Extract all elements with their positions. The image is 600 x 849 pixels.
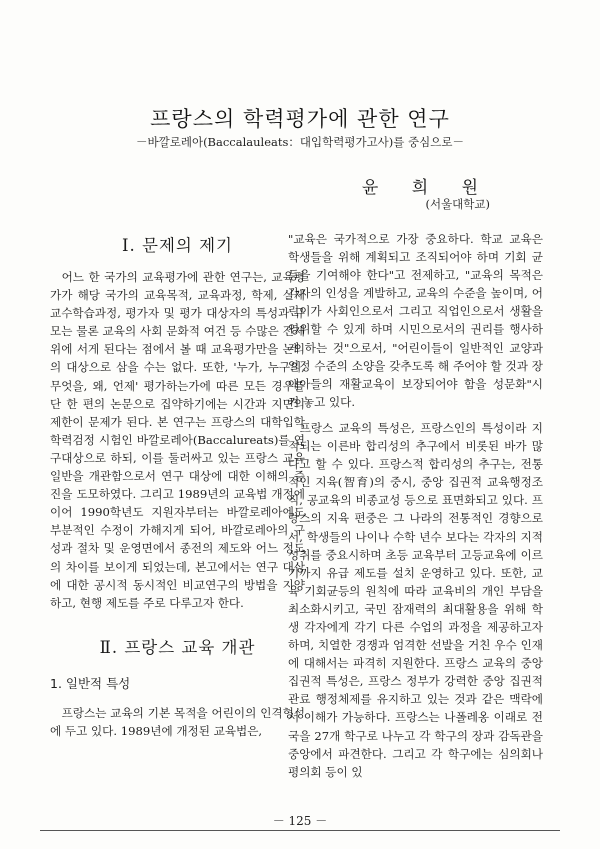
left-column: [50, 230, 305, 740]
right-paragraph-1: "교육은 국가적으로 가장 중요하다. 학교 교육은 학생들을 위해 계획되고 조직되어야 하며 기회 균등을 기여해야 한다"고 전제하고, "교육의 목적은 각자의 인성을 계발하고, 교육의 수준을 높이며, 어린이가 사회인으로서 그리고 직업인으로서 생활을 영위할 수 있게 하며 시민으로서의 권리를 행사하게 하는 것"으로서, "어린이들이 일반적인 교양과 일정 수준의 소양을 갖추도록 해 주어야 할 것과 장애아들의 재활교육이 보장되어야 함을 성문화"시켜 놓고 있다.: [288, 232, 543, 409]
right-paragraph-2: 프랑스 교육의 특성은, 프랑스인의 특성이라 지적되는 이른바 합리성의 추구에서 비롯된 바가 많다고 할 수 있다. 프랑스적 합리성의 추구는, 전통적인 지육(智育)의 중시, 중앙 집권적 교육행정조직, 공교육의 비종교성 등으로 표면화되고 있다. 프랑스의 지육 편중은 그 나라의 전통적인 경향으로서, 학생들의 나이나 수학 년수 보다는 각자의 지적 성취를 중요시하며 초등 교육부터 고등교육에 이르기까지 유급 제도를 설치 운영하고 있다. 또한, 교육 기회균등의 원칙에 따라 교육비의 개인 부담을 최소화시키고, 국민 잠재력의 최대활용을 위해 학생 각자에게 각기 다른 수업의 과정을 제공하고자 하며, 치열한 경쟁과 엄격한 선발을 거친 우수 인재에 대해서는 파격히 지원한다. 프랑스 교육의 중앙집권적 특성은, 프랑스 정부가 강력한 중앙 집권적 관료 행정체제를 유지하고 있는 것과 같은 맥락에서 이해가 가능하다. 프랑스는 나폴레옹 이래로 전국을 27개 학구로 나누고 각 학구의 장과 감독관을 중앙에서 파견한다. 그리고 각 학구에는 심의회나 평의회 등이 있: [288, 420, 543, 779]
page-number: － 125 －: [272, 814, 328, 828]
subsection-2-1-paragraph: 프랑스는 교육의 기본 목적을 어린이의 인격형성에 두고 있다. 1989년에 개정된 교육법은,: [50, 705, 305, 738]
footer-rule: [40, 830, 560, 831]
paper-subtitle: －바깔로레아(Baccalauleats：대입학력평가고사)를 중심으로－: [136, 135, 464, 149]
subsection-2-1-heading: 1. 일반적 특성: [50, 675, 131, 691]
paper-title: 프랑스의 학력평가에 관한 연구: [150, 107, 450, 131]
section-2-heading: Ⅱ. 프랑스 교육 개관: [99, 637, 256, 657]
section-1-paragraph: 어느 한 국가의 교육평가에 관한 연구는, 교육평가가 해당 국가의 교육목적, 교육과정, 학제, 실제 교수학습과정, 평가자 및 평가 대상자의 특성과 규모는 물론 교육의 사회 문화적 여건 등 수많은 전제 위에 서게 된다는 점에서 볼 때 교육평가만을 논의의 대상으로 삼을 수는 없다. 또한, '누가, 누구의, 무엇을, 왜, 언제' 평가하는가에 따른 모든 경우를 단 한 편의 논문으로 집약하기에는 시간과 지면의 제한이 문제가 된다. 본 연구는 프랑스의 대학입학 학력검정 시험인 바깔로레아(Baccalureats)를 연구대상으로 하되, 이를 둘러싸고 있는 프랑스 교육일반을 개관함으로서 연구 대상에 대한 이해의 증진을 도모하였다. 그리고 1989년의 교육법 개정에 이어 1990학년도 지원자부터는 바깔로레아에도 부분적인 수정이 가해지게 되어, 바깔로레아의 구성과 절차 및 운영면에서 종전의 제도와 어느 정도의 차이를 보이게 되었는데, 본고에서는 연구 대상에 대한 공시적 동시적인 비교연구의 방법을 지양하고, 현행 제도를 주로 다루고자 한다.: [50, 270, 305, 610]
right-column: [288, 230, 543, 781]
author-affiliation: (서울대학교): [425, 197, 490, 211]
section-1-heading: Ⅰ. 문제의 제기: [122, 236, 233, 255]
author-name: 윤 희 원: [361, 178, 492, 198]
